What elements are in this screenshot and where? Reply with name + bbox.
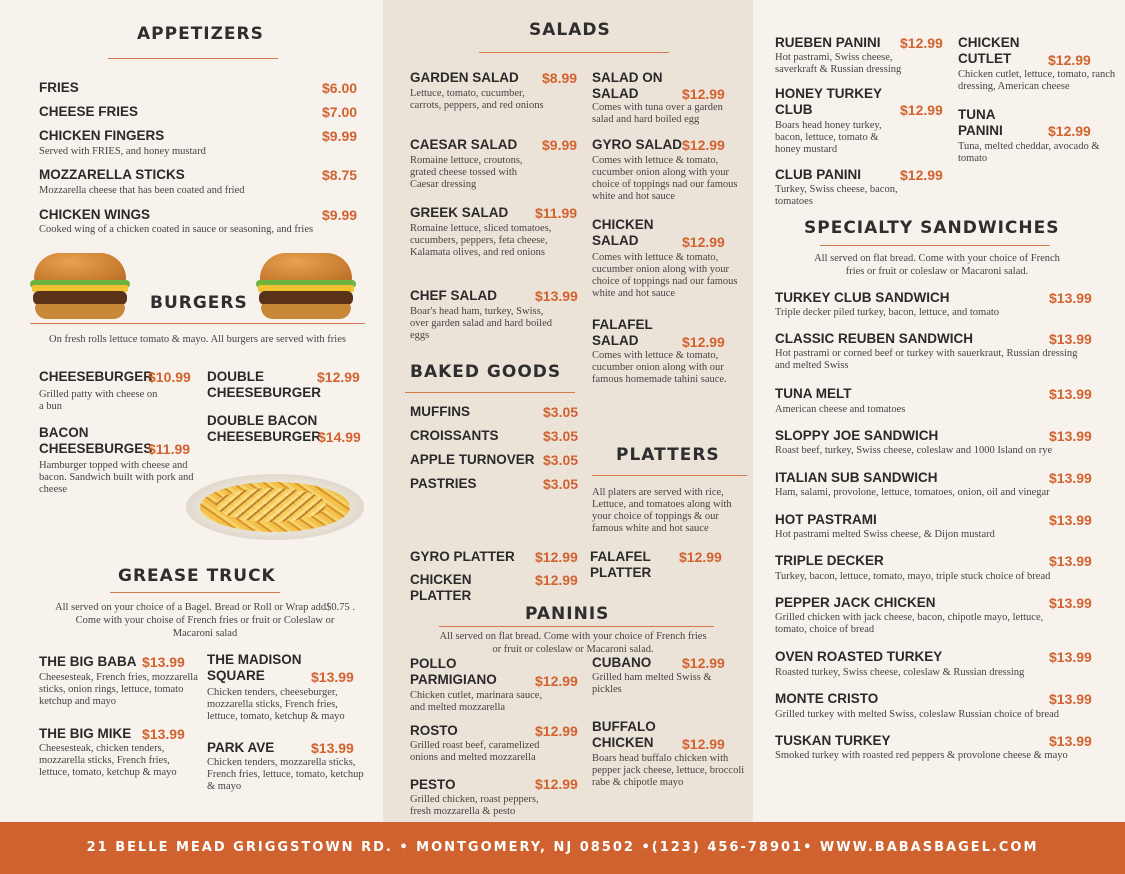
item-desc: Boars head buffalo chicken with pepper jack cheese, lettuce, broccoli rabe & chipotle mayo [592, 753, 745, 788]
item-desc: Chicken cutlet, marinara sauce, and melted mozzarella [410, 690, 543, 713]
item-name: FALAFEL PLATTER [590, 549, 652, 580]
burgers-rule [30, 323, 365, 324]
appetizers-title: APPETIZERS [137, 24, 264, 44]
item-desc: Triple decker piled turkey, bacon, lettuce, and tomato [775, 307, 1000, 318]
item-desc: Cheesesteak, French fries, mozzarella sticks, onion rings, lettuce, tomato ketchup and mayo [39, 672, 198, 707]
grease-truck-rule [110, 592, 280, 593]
item-price: $12.99 [317, 369, 360, 385]
item-desc: Grilled turkey with melted Swiss, coleslaw Russian choice of bread [775, 709, 1060, 720]
item-name: POLLO PARMIGIANO [410, 656, 497, 687]
item-desc: Romaine lettuce, sliced tomatoes, cucumbers, peppers, feta cheese, Kalamata olives, and red onions [410, 223, 552, 258]
item-desc: Boars head honey turkey, bacon, lettuce, tomato & honey mustard [775, 120, 882, 155]
item-name: CHEF SALAD [410, 288, 497, 303]
item-desc: Smoked turkey with roasted red peppers & provolone cheese & mayo [775, 750, 1068, 761]
burgers-title: BURGERS [150, 293, 248, 313]
appetizers-rule [108, 58, 278, 59]
item-name: TURKEY CLUB SANDWICH [775, 290, 950, 305]
item-price: $12.99 [682, 137, 725, 153]
item-desc: Chicken cutlet, lettuce, tomato, ranch dressing, American cheese [958, 69, 1116, 92]
item-name: TUSKAN TURKEY [775, 733, 891, 748]
item-desc: Grilled chicken, roast peppers, fresh mozzarella & pesto [410, 794, 539, 817]
item-name: CLASSIC REUBEN SANDWICH [775, 331, 974, 346]
item-name: MUFFINS [410, 404, 470, 419]
baked-goods-rule [405, 392, 575, 393]
item-price: $12.99 [900, 102, 943, 118]
item-desc: Grilled patty with cheese on a bun [39, 389, 158, 412]
item-name: OVEN ROASTED TURKEY [775, 649, 943, 664]
item-price: $3.05 [543, 452, 579, 468]
item-desc: American cheese and tomatoes [775, 404, 906, 415]
item-name: APPLE TURNOVER [410, 452, 535, 467]
item-price: $6.00 [322, 80, 358, 96]
grease-truck-title: GREASE TRUCK [118, 566, 276, 586]
item-price: $13.99 [1049, 386, 1092, 402]
item-name: PESTO [410, 777, 456, 792]
platters-note: All platers are served with rice, Lettuce, and tomatoes along with your choice of toppings & our famous white and hot sauce [592, 487, 732, 534]
grease-truck-note: All served on your choice of a Bagel. Bread or Roll or Wrap add$0.75 . Come with your choise of French fries or fruit or Coleslaw or Macaroni salad [55, 602, 356, 639]
item-name: PARK AVE [207, 740, 275, 755]
item-price: $12.99 [1048, 52, 1091, 68]
platters-title: PLATTERS [616, 445, 720, 465]
item-desc: Tuna, melted cheddar, avocado & tomato [958, 141, 1100, 164]
item-desc: Turkey, Swiss cheese, bacon, tomatoes [775, 184, 898, 207]
left-panel [0, 0, 383, 822]
paninis-title: PANINIS [525, 604, 610, 624]
item-desc: Comes with tuna over a garden salad and hard boiled egg [592, 102, 723, 125]
item-desc: Cheesesteak, chicken tenders, mozzarella sticks, French fries, lettuce, tomato, ketchup & mayo [39, 743, 177, 778]
item-price: $3.05 [543, 404, 579, 420]
item-price: $12.99 [682, 655, 725, 671]
footer-bar [0, 822, 1125, 874]
item-desc: Comes with lettuce & tomato, cucumber onion along with our famous homemade tahini sauce. [592, 350, 727, 385]
item-desc: Cooked wing of a chicken coated in sauce or seasoning, and fries [39, 224, 314, 235]
item-name: THE BIG MIKE [39, 726, 132, 741]
item-name: CHICKEN SALAD [592, 217, 654, 248]
item-price: $13.99 [1049, 595, 1092, 611]
item-name: ROSTO [410, 723, 458, 738]
item-desc: Romaine lettuce, croutons, grated cheese tossed with Caesar dressing [410, 155, 523, 190]
item-price: $12.99 [682, 86, 725, 102]
item-name: CHICKEN WINGS [39, 207, 150, 222]
item-name: GARDEN SALAD [410, 70, 519, 85]
item-price: $12.99 [682, 234, 725, 250]
item-desc: Hot pastrami melted Swiss cheese, & Dijon mustard [775, 529, 995, 540]
fries-image [186, 474, 364, 540]
item-price: $12.99 [682, 736, 725, 752]
paninis-note: All served on flat bread. Come with your choice of French fries or fruit or coleslaw or Macaroni salad. [439, 631, 707, 655]
item-name: CLUB PANINI [775, 167, 861, 182]
item-name: THE BIG BABA [39, 654, 137, 669]
item-desc: Grilled ham melted Swiss & pickles [592, 672, 712, 695]
item-name: HOT PASTRAMI [775, 512, 877, 527]
item-name: RUEBEN PANINI [775, 35, 881, 50]
item-name: CHEESEBURGER [39, 369, 154, 384]
specialty-note: All served on flat bread. Come with your choice of French fries or fruit or coleslaw or Macaroni salad. [814, 253, 1060, 277]
item-name: CHICKEN CUTLET [958, 35, 1020, 66]
item-name: GREEK SALAD [410, 205, 509, 220]
item-price: $12.99 [1048, 123, 1091, 139]
salads-title: SALADS [529, 20, 611, 40]
item-price: $12.99 [535, 673, 578, 689]
specialty-title: SPECIALTY SANDWICHES [804, 218, 1060, 238]
item-price: $9.99 [322, 207, 358, 223]
baked-goods-title: BAKED GOODS [410, 362, 562, 382]
item-name: TRIPLE DECKER [775, 553, 884, 568]
item-price: $12.99 [535, 776, 578, 792]
burgers-note: On fresh rolls lettuce tomato & mayo. All burgers are served with fries [49, 334, 346, 345]
item-price: $13.99 [311, 740, 354, 756]
right-panel [753, 0, 1125, 822]
item-name: FRIES [39, 80, 79, 95]
item-price: $13.99 [1049, 331, 1092, 347]
item-name: DOUBLE BACON CHEESEBURGER [207, 413, 322, 444]
item-price: $12.99 [535, 549, 578, 565]
item-price: $8.99 [542, 70, 578, 86]
item-price: $13.99 [142, 654, 185, 670]
item-price: $12.99 [535, 572, 578, 588]
item-name: CHICKEN FINGERS [39, 128, 165, 143]
item-price: $12.99 [900, 35, 943, 51]
item-desc: Lettuce, tomato, cucumber, carrots, peppers, and red onions [410, 88, 544, 111]
item-name: MONTE CRISTO [775, 691, 879, 706]
item-desc: Served with FRIES, and honey mustard [39, 146, 206, 157]
item-price: $13.99 [1049, 553, 1092, 569]
center-panel [383, 0, 753, 822]
item-name: PASTRIES [410, 476, 477, 491]
item-price: $8.75 [322, 167, 358, 183]
item-name: GYRO PLATTER [410, 549, 515, 564]
item-name: ITALIAN SUB SANDWICH [775, 470, 938, 485]
item-desc: Chicken tenders, mozzarella sticks, French fries, lettuce, tomato, ketchup & mayo [207, 757, 364, 792]
item-name: SLOPPY JOE SANDWICH [775, 428, 939, 443]
item-name: SALAD ON SALAD [592, 70, 663, 101]
item-desc: Boar's head ham, turkey, Swiss, over garden salad and hard boiled eggs [410, 306, 552, 341]
item-price: $13.99 [535, 288, 578, 304]
footer-address: 21 BELLE MEAD GRIGGSTOWN RD. • MONTGOMERY, NJ 08502 •(123) 456-78901• WWW.BABASBAGEL.COM [86, 840, 1039, 855]
item-name: PEPPER JACK CHICKEN [775, 595, 936, 610]
item-name: DOUBLE CHEESEBURGER [207, 369, 322, 400]
item-price: $3.05 [543, 428, 579, 444]
item-desc: Ham, salami, provolone, lettuce, tomatoes, onion, oil and vinegar [775, 487, 1050, 498]
burger-image-left [30, 253, 130, 321]
item-price: $13.99 [1049, 290, 1092, 306]
item-name: TUNA PANINI [958, 107, 1003, 138]
item-price: $13.99 [142, 726, 185, 742]
item-price: $9.99 [322, 128, 358, 144]
item-desc: Comes with lettuce & tomato, cucumber onion along with your choice of toppings nad our famous white and hot sauce [592, 252, 738, 299]
item-price: $7.00 [322, 104, 358, 120]
item-desc: Comes with lettuce & tomato, cucumber onion along with your choice of toppings nad our famous white and hot sauce [592, 155, 738, 202]
item-price: $13.99 [311, 669, 354, 685]
item-desc: Hot pastrami, Swiss cheese, saverkraft & Russian dressing [775, 52, 902, 75]
item-price: $3.05 [543, 476, 579, 492]
item-name: CUBANO [592, 655, 652, 670]
item-price: $11.99 [148, 441, 191, 457]
item-desc: Roast beef, turkey, Swiss cheese, coleslaw and 1000 Island on rye [775, 445, 1053, 456]
item-name: CHEESE FRIES [39, 104, 139, 119]
item-price: $13.99 [1049, 649, 1092, 665]
item-desc: Grilled roast beef, caramelized onions and melted mozzarella [410, 740, 540, 763]
item-name: CHICKEN PLATTER [410, 572, 472, 603]
item-name: TUNA MELT [775, 386, 852, 401]
item-price: $13.99 [1049, 733, 1092, 749]
item-price: $9.99 [542, 137, 578, 153]
item-price: $10.99 [148, 369, 191, 385]
item-price: $12.99 [535, 723, 578, 739]
item-desc: Mozzarella cheese that has been coated and fried [39, 185, 245, 196]
item-desc: Hamburger topped with cheese and bacon. Sandwich built with pork and cheese [39, 460, 194, 495]
item-desc: Chicken tenders, cheeseburger, mozzarella sticks, French fries, lettuce, tomato, ketchup & mayo [207, 687, 345, 722]
item-price: $14.99 [318, 429, 361, 445]
item-price: $13.99 [1049, 512, 1092, 528]
burger-image-right [256, 253, 356, 321]
item-name: MOZZARELLA STICKS [39, 167, 185, 182]
item-price: $11.99 [535, 205, 578, 221]
item-name: GYRO SALAD [592, 137, 683, 152]
item-price: $13.99 [1049, 428, 1092, 444]
item-price: $12.99 [682, 334, 725, 350]
item-name: CROISSANTS [410, 428, 499, 443]
item-desc: Grilled chicken with jack cheese, bacon, chipotle mayo, lettuce, tomato, choice of bread [775, 612, 1044, 635]
item-name: CAESAR SALAD [410, 137, 518, 152]
item-name: THE MADISON SQUARE [207, 652, 302, 683]
item-name: HONEY TURKEY CLUB [775, 86, 882, 117]
item-desc: Hot pastrami or corned beef or turkey with sauerkraut, Russian dressing and melted Swiss [775, 348, 1078, 371]
item-price: $13.99 [1049, 470, 1092, 486]
item-name: BACON CHEESEBURGES [39, 425, 153, 456]
item-price: $12.99 [679, 549, 722, 565]
item-desc: Roasted turkey, Swiss cheese, coleslaw & Russian dressing [775, 667, 1025, 678]
item-name: BUFFALO CHICKEN [592, 719, 656, 750]
specialty-rule [820, 245, 1050, 246]
paninis-rule [439, 626, 714, 627]
item-name: FALAFEL SALAD [592, 317, 653, 348]
salads-rule [479, 52, 669, 53]
item-desc: Turkey, bacon, lettuce, tomato, mayo, triple stuck choice of bread [775, 571, 1051, 582]
item-price: $12.99 [900, 167, 943, 183]
item-price: $13.99 [1049, 691, 1092, 707]
platters-rule [592, 475, 747, 476]
